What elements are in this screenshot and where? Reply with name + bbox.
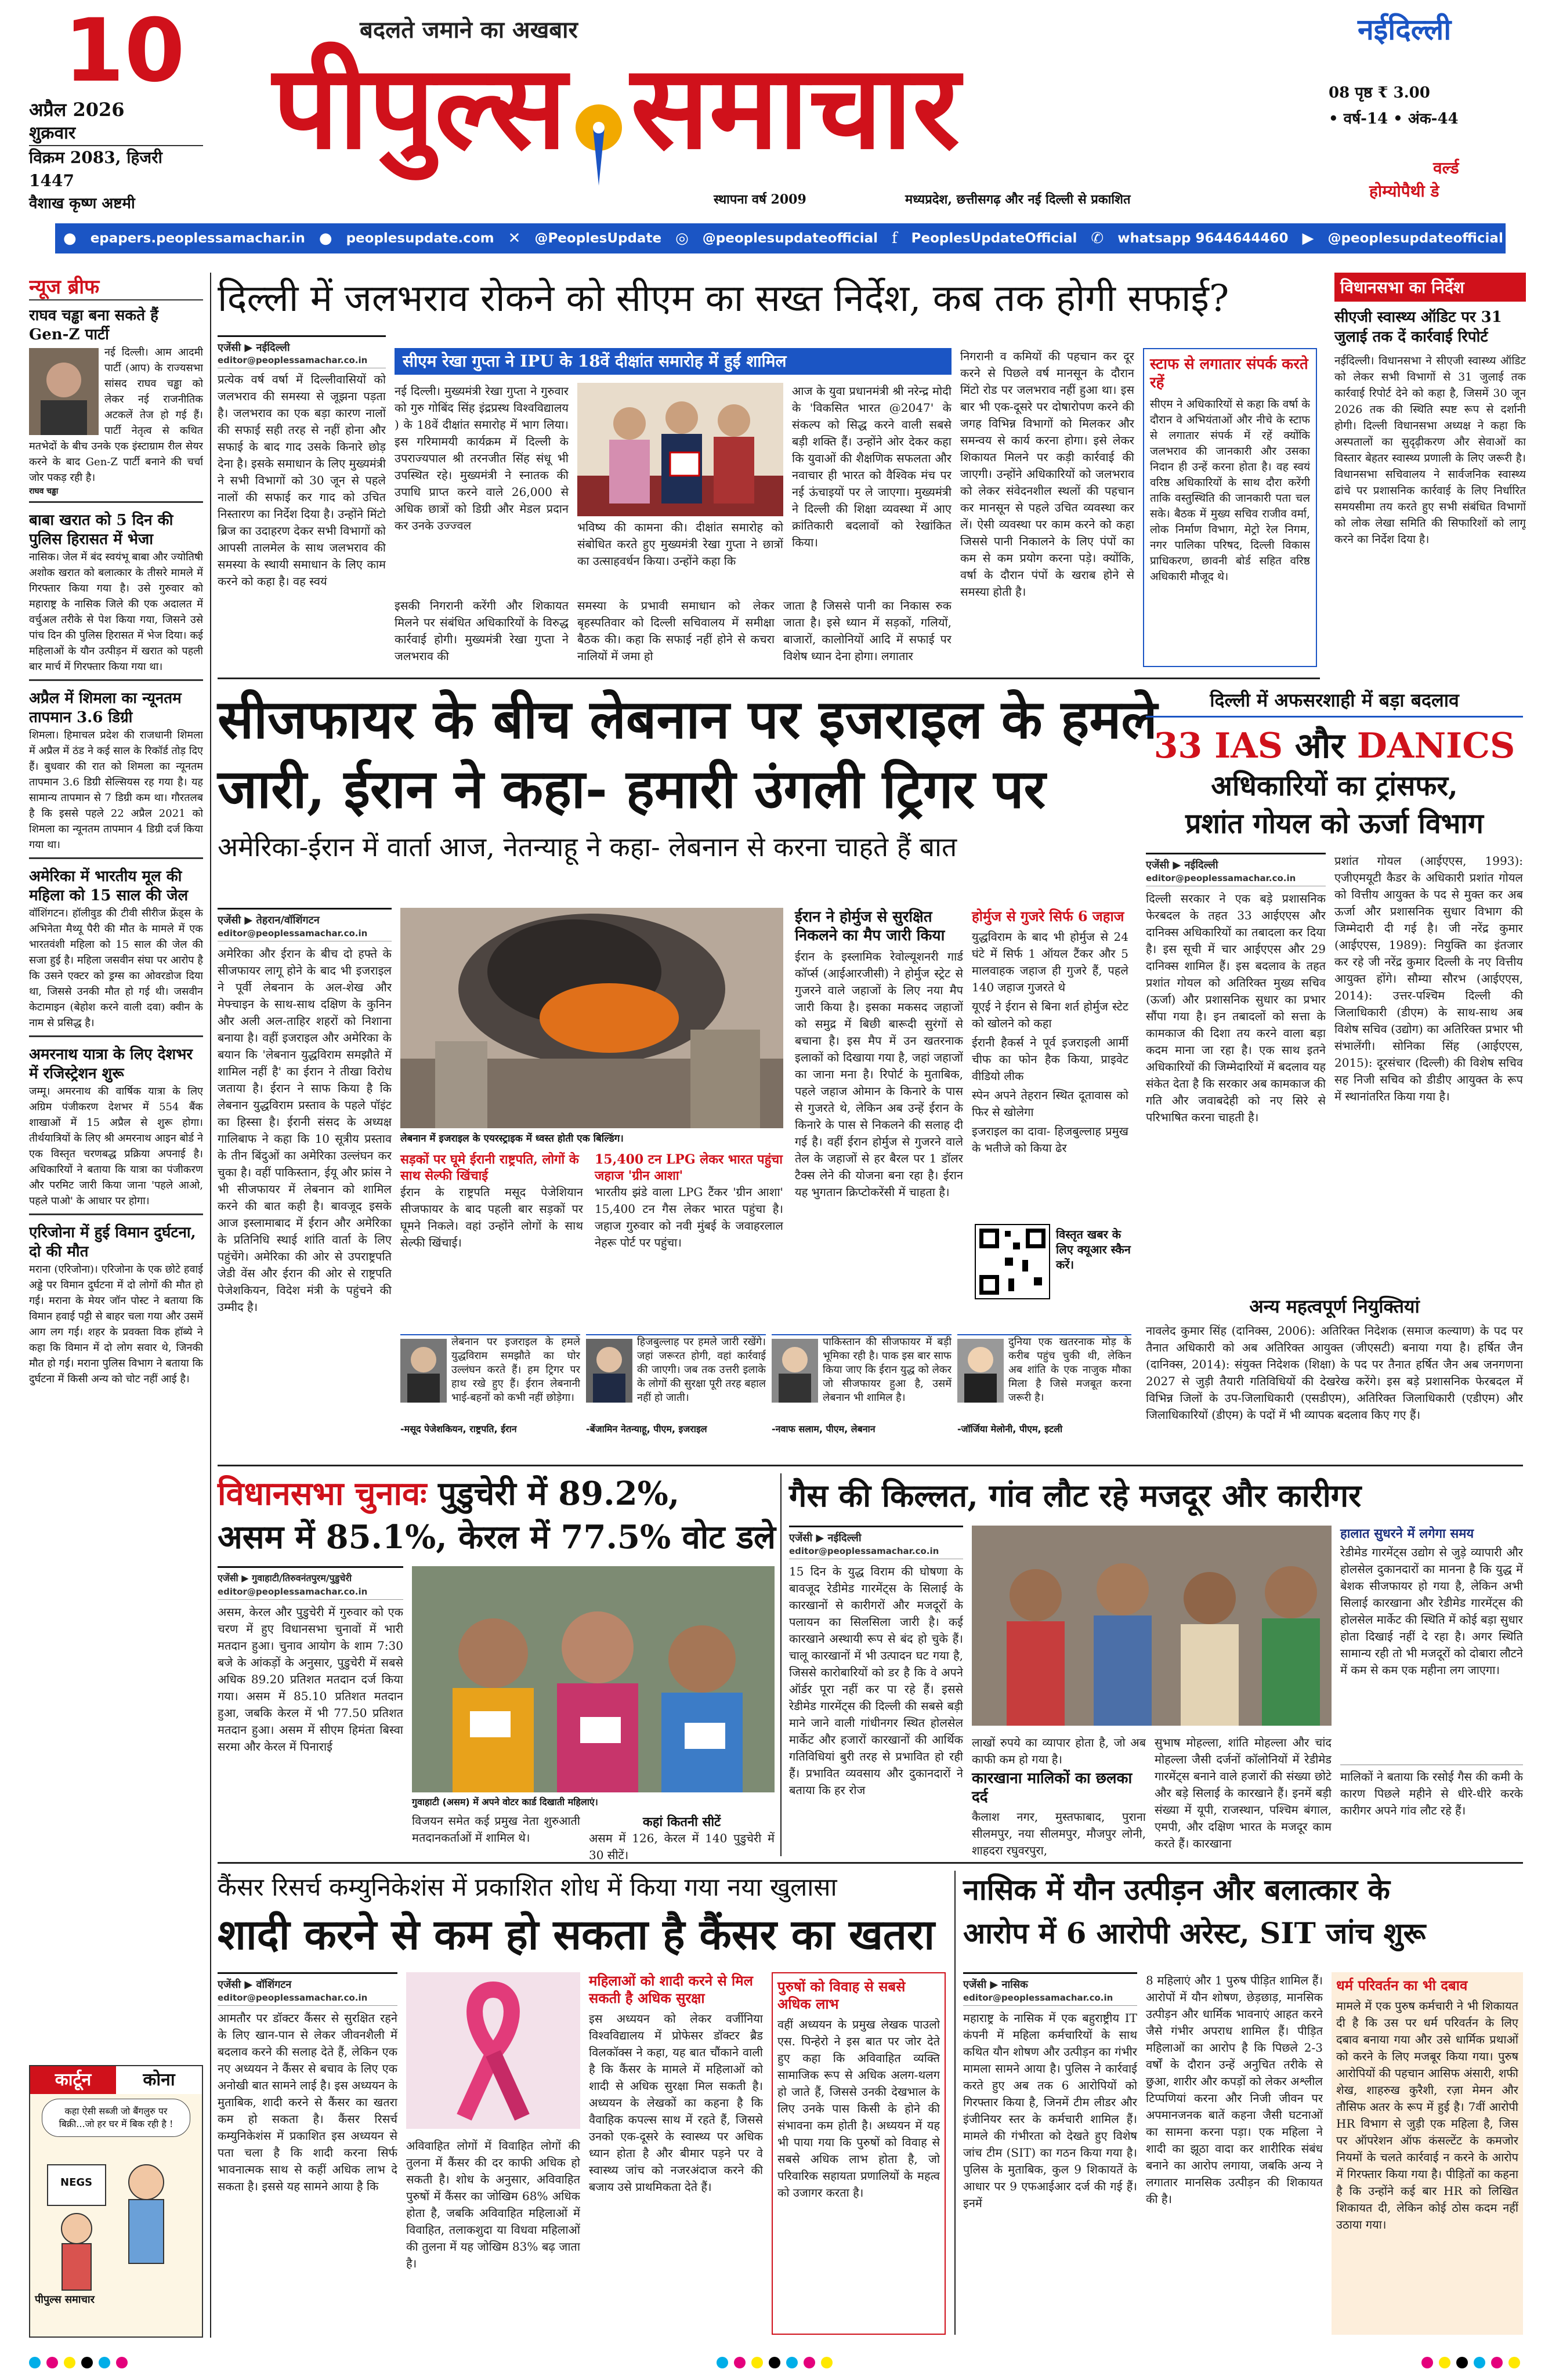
quote-text: हिजबुल्लाह पर हमले जारी रखेंगे। जहां जरूरत होगी, वहां कार्रवाई की जाएगी। जब तक उत्तरी इलाके के लोगों की सुरक्षा पूरी तरह बहाल नहीं हो जाती। (637, 1336, 766, 1404)
brief-body: वॉशिंगटन। हॉलीवुड की टीवी सीरीज फ्रेंड्स के अभिनेता मैथ्यू पैरी की मौत के मामले में एक भारतवंशी महिला को 15 साल की जेल की सजा हुई है। महिला जसवीन संघा पर आरोप है कि उसने एक्टर को ड्रग्स का ओवरडोज दिया था, जिससे उनकी मौत हो गई थी। जसवीन केटामाइन (बेहोश करने वाली दवा) क्वीन के नाम से प्रसिद्ध है। (29, 907, 203, 1029)
other-appointments-body: नावलेद कुमार सिंह (दानिक्स, 2006): अतिरिक्त निदेशक (समाज कल्याण) के पद पर तैनात अधिकारी को अब अतिरिक्त आयुक्त (जीएसटी) बनाया गया है। हर्षित जैन (दानिक्स, 2014): संयुक्त निदेशक (शिक्षा) के पद पर तैनात हर्षित जैन अब जनगणना 2027 से जुड़ी तैयारी गतिविधियों की देखरेख करेंगे। इस बड़े प्रशासनिक फेरबदल में विभिन्न जिलों के उप-जिलाधिकारी (एसडीएम), अतिरिक्त जिलाधिकारी (एडीएम) और जिलाधिकारियों (डीएम) के पदों में भी व्यापक बदलाव किए गए हैं। (1146, 1324, 1523, 1422)
web-icon: ● (319, 230, 332, 247)
person-photo (586, 1339, 632, 1403)
brief-item (29, 511, 203, 681)
elections-email: editor@peoplessamachar.co.in (218, 1586, 403, 1600)
brief-title: एरिजोना में हुई विमान दुर्घटना, दो की मौत (29, 1224, 196, 1260)
cartoon-header (30, 2066, 202, 2094)
brief-item (29, 689, 203, 859)
box2-title: पुरुषों को विवाह से सबसे अधिक लाभ (777, 1978, 906, 2012)
qr-code-icon[interactable] (975, 1224, 1050, 1299)
cancer-box-2 (772, 1972, 946, 2335)
ipu-photo-caption: भविष्य की कामना की। दीक्षांत समारोह को संबोधित करते हुए मुख्यमंत्री रेखा गुप्ता ने छात्रों का उत्साहवर्धन किया। उन्होंने कहा कि (577, 520, 783, 568)
pen-logo-icon (570, 93, 628, 197)
voters-photo (412, 1566, 775, 1792)
social-link[interactable]: @PeoplesUpdate (534, 231, 662, 246)
sub2-body: भारतीय झंडे वाला LPG टैंकर 'ग्रीन आशा' 15,400 टन गैस लेकर भारत पहुंचा है। जहाज गुरुवार को नवी मुंबई के जवाहरलाल नेहरू पोर्ट पर पहुंचा। (595, 1185, 783, 1249)
brief-body: नई दिल्ली। आम आदमी पार्टी (आप) के राज्यसभा सांसद राघव चड्ढा को लेकर नई राजनीतिक अटकलें तेज हो गई हैं। पार्टी नेतृत्व से कथित मतभेदों के बीच उनके एक इंस्टाग्राम रील सेयर करने के बाद Gen-Z पार्टी बनाने की चर्चा जोर पकड़ रही है। (29, 346, 203, 484)
title-left: पीपुल्स (273, 39, 567, 175)
sub2-title: 15,400 टन LPG लेकर भारत पहुंचा जहाज 'ग्रीन आशा' (595, 1152, 783, 1183)
cartoon-label-1: कार्टून (30, 2066, 116, 2094)
registration-dots-right (1421, 2357, 1526, 2371)
ias-count: 33 IAS (1153, 726, 1283, 766)
six-bullet: ईरानी हैकर्स ने पूर्व इजराइली आर्मी चीफ का फोन हैक किया, प्राइवेट वीडियो लीक (972, 1035, 1128, 1083)
date-number: 10 (64, 1, 185, 102)
gas-side-title: हालात सुधरने में लगेगा समय (1340, 1526, 1474, 1541)
nashik-side-title: धर्म परिवर्तन का भी दबाव (1336, 1977, 1468, 1994)
quote-card (772, 1334, 952, 1450)
brief-title: अमरनाथ यात्रा के लिए देशभर में रजिस्ट्रेशन शुरू (29, 1046, 193, 1082)
established: स्थापना वर्ष 2009 (714, 192, 806, 207)
elections-puducherry: पुडुचेरी में 89.2%, (437, 1475, 680, 1513)
cancer-col-2: अविवाहित लोगों में विवाहित लोगों की तुलना में कैंसर की दर काफी अधिक हो सकती है। शोध के अनुसार, अविवाहित पुरुषों में कैंसर का जोखिम 68% अधिक होता है, जबकि अविवाहित महिलाओं में विवाहित, तलाकशुदा या विधवा महिलाओं की तुलना में यह जोखिम 83% बढ़ जाता है। (406, 2139, 580, 2270)
mid-rule (218, 1465, 1523, 1466)
airstrike-caption: लेबनान में इजराइल के एयरस्ट्राइक में ध्वस्त होती एक बिल्डिंग। (400, 1133, 624, 1144)
quote-card (400, 1334, 580, 1450)
cancer-headline-2: शादी करने से कम हो सकता है कैंसर का खतरा (218, 1910, 935, 1959)
six-bullet: इजराइल का दावा- हिजबुल्लाह प्रमुख के भतीजे को किया ढेर (972, 1124, 1128, 1155)
elections-headline-1 (218, 1473, 775, 1514)
quote-card (957, 1334, 1131, 1450)
cartoon-label-2: कोना (116, 2066, 202, 2094)
ceasefire-sub2 (595, 1151, 783, 1325)
social-link[interactable]: peoplesupdate.com (346, 231, 494, 246)
instagram-icon: ◎ (675, 230, 689, 247)
brief-item (29, 1223, 203, 1392)
airstrike-photo (400, 908, 783, 1128)
assembly-directive (1334, 273, 1526, 679)
quote-text: पाकिस्तान की सीजफायर में बड़ी भूमिका रही है। पाक इस बार साफ किया जाए कि ईरान युद्ध को लेकर जो सीजफायर हुआ है, उसमें लेबनान भी शामिल है। (823, 1336, 952, 1404)
brief-body: जम्मू। अमरनाथ की वार्षिक यात्रा के लिए अग्रिम पंजीकरण देशभर में 554 बैंक शाखाओं में 15 अप्रैल से शुरू होगा। तीर्थयात्रियों के लिए श्री अमरनाथ आइन बोर्ड ने एक विस्तृत चरणबद्ध प्रक्रिया अपनाई है। अधिकारियों ने बताया कि यात्रा का पंजीकरण और परमिट जारी किया जाना 'पहले आओ, पहले पाओ' के आधार पर होगा। (29, 1085, 203, 1207)
voters-caption: गुवाहाटी (असम) में अपने वोटर कार्ड दिखाती महिलाएं। (412, 1796, 598, 1807)
brief-item (29, 1045, 203, 1215)
cancer-byline: एजेंसी ▶ वॉशिंगटन (218, 1972, 397, 1991)
ceasefire-email: editor@peoplessamachar.co.in (218, 928, 392, 941)
weekday: शुक्रवार (29, 122, 203, 146)
tagline: बदलते जमाने का अखबार (360, 16, 578, 44)
owners-title: कारखाना मालिकों का छलका दर्द (972, 1770, 1133, 1806)
ceasefire-subhead: अमेरिका-ईरान में वार्ता आज, नेतन्याहू ने कहा- लेबनान से करना चाहते हैं बात (218, 831, 957, 863)
hormuz-body: ईरान के इस्लामिक रेवोल्यूशनरी गार्ड कॉर्प्स (आईआरजीसी) ने होर्मुज स्ट्रेट से गुजरने वाले जहाजों के लिए नया मैप जारी किया है। इसका मकसद जहाजों को समुद्र में बिछी बारूदी सुरंगों से बचाना है। इस मैप में उन खतरनाक इलाकों को दिखाया गया है, जहां जहाजों का जाना मना है। रिपोर्ट के मुताबिक, पहले जहाज ओमान के किनारे के पास से गुजरते थे, लेकिन अब उन्हें ईरान के किनारे के पास से निकलने की सलाह दी गई है। वहीं ईरान होर्मुज से गुजरने वाले तेल के जहाजों से हर बैरल पर 1 डॉलर टैक्स लेने की योजना बना रहा है। ईरान यह भुगतान क्रिप्टोकरेंसी में चाहता है। (795, 950, 963, 1199)
quote-card (586, 1334, 766, 1450)
lead-byline: एजेंसी ▶ नईदिल्ली (218, 335, 386, 354)
registration-dots-left (29, 2357, 133, 2371)
published-from: मध्यप्रदेश, छत्तीसगढ़ और नई दिल्ली से प्रकाशित (905, 192, 1131, 207)
assembly-body: नईदिल्ली। विधानसभा ने सीएजी स्वास्थ्य ऑडिट को लेकर सभी विभागों से 31 जुलाई तक कार्रवाई रिपोर्ट देने को कहा है, जिसमें 30 जून 2026 तक की स्थिति स्पष्ट रूप से दर्शानी होगी। दिल्ली विधानसभा अध्यक्ष ने कहा कि अस्पतालों का सुदृढ़ीकरण और सेवाओं का विस्तार बेहतर स्वास्थ्य प्रणाली के लिए जरूरी है। विधानसभा सचिवालय ने सार्वजनिक स्वास्थ्य ढांचे पर प्रशासनिक कार्रवाई के लिए निर्धारित समयसीमा तय करते हुए सभी संबंधित विभागों को लोक लेखा समिति की सिफारिशों को लागू करने का निर्देश दिया है। (1334, 354, 1526, 546)
gas-byline: एजेंसी ▶ नईदिल्ली (789, 1526, 963, 1545)
sub1-body: ईरान के राष्ट्रपति मसूद पेजेशियान सीजफायर के बाद पहली बार सड़कों पर घूमने निकले। वहां उन्होंने लोगों के साथ सेल्फी खिंचाई। (400, 1185, 583, 1249)
ribbon-photo (406, 1972, 580, 2129)
brief-item (29, 867, 203, 1037)
brief-body: शिमला। हिमाचल प्रदेश की राजधानी शिमला में अप्रैल में ठंड ने कई साल के रिकॉर्ड तोड़ दिए हैं। बुधवार की रात को शिमला का न्यूनतम तापमान 3.6 डिग्री सेल्सियस रह गया है। यह सामान्य तापमान से 7 डिग्री कम था। गौरतलब है कि इससे पहले 22 अप्रैल 2021 को शिमला का न्यूनतम तापमान 4 डिग्री दर्ज किया गया था। (29, 729, 203, 851)
nashik-headline-1: नासिक में यौन उत्पीड़न और बलात्कार के (963, 1872, 1390, 1907)
social-link[interactable]: @peoplesupdateofficial (702, 231, 878, 246)
lower-vertical (954, 1871, 956, 2335)
box2-body: वहीं अध्ययन के प्रमुख लेखक पाउलो एस. पिन्हेरो ने इस बात पर जोर देते हुए कहा कि अविवाहित व्यक्ति सामाजिक रूप से अधिक अलग-थलग हो जाते हैं, जिससे उनकी देखभाल के लिए उनके पास किसी के होने की संभावना कम होती है। अध्ययन में यह भी पाया गया कि पुरुषों को विवाह से सबसे अधिक लाभ होता है, जो परिवारिक सहायता प्रणालियों के महत्व को उजागर करता है। (777, 2017, 940, 2200)
gas-email: editor@peoplessamachar.co.in (789, 1546, 963, 1559)
nashik-sidebar (1332, 1972, 1523, 2335)
quote-text: लेबनान पर इजराइल के हमले युद्धविराम समझौते का घोर उल्लंघन करते हैं। हम ट्रिगर पर हाथ रखे हुए हैं। ईरान लेबनानी भाई-बहनों को कभी नहीं छोड़ेगा। (451, 1336, 580, 1404)
lead-col-2: इसकी निगरानी करेंगी और शिकायत मिलने पर संबंधित अधिकारियों के विरुद्ध कार्रवाई होगी। मुख्यमंत्री रेखा गुप्ता ने जलभराव की (395, 599, 569, 663)
cartoon-bubble: कहा ऐसी सब्जी जो बैंगलुरु पर बिक्री...जो हर घर में बिक रही है ! (42, 2099, 190, 2137)
gas-col-3: सुभाष मोहल्ला, शांति मोहल्ला और चांद मोहल्ला जैसी दर्जनों कॉलोनियों में रेडीमेड गारमेंट्स बनाने वाले हजारों की संख्या छोटे और बड़े सिलाई के कारखाने हैं। इनमें बड़ी संख्या में यूपी, राजस्थान, पश्चिम बंगाल, एमपी, और दक्षिण भारत के मजदूर काम करते हैं। कारखाना (1155, 1736, 1332, 1850)
nashik-side-body: मामले में एक पुरुष कर्मचारी ने भी शिकायत दी है कि उस पर धर्म परिवर्तन के लिए दबाव बनाया गया और उसे धार्मिक प्रथाओं को करने के लिए मजबूर किया गया। पुरुष आरोपियों की पहचान आसिफ अंसारी, शफी शेख, शाहरुख कुरैशी, रज़ा मेमन और तौसिफ अतर के रूप में हुई है। 7वीं आरोपी HR विभाग से जुड़ी एक महिला है, जिस पर ऑपरेशन ऑफ कंसल्टेंट के कमजोर नियमों के चलते कार्रवाई न करने के आरोप में गिरफ्तार किया गया है। पीड़ितों का कहना है कि उन्होंने कई बार HR को लिखित शिकायत दी, लेकिन कोई ठोस कदम नहीं उठाया गया। (1336, 1999, 1518, 2232)
title-right: समाचार (631, 39, 960, 175)
gas-col-2: लाखों रुपये का व्यापार होता है, जो अब काफी कम हो गया है। (972, 1736, 1146, 1766)
elections-byline: एजेंसी ▶ गुवाहाटी/तिरुवनंतपुरम/पुडुचेरी (218, 1566, 403, 1584)
left-divider (210, 273, 211, 2338)
lead-sidebar (1143, 348, 1317, 667)
vaishakh-date: वैशाख कृष्ण अष्टमी (29, 195, 135, 212)
photo-caption: राघव चड्ढा (29, 487, 59, 496)
ceasefire-col-1: अमेरिका और ईरान के बीच दो हफ्ते के सीजफायर लागू होने के बाद भी इजराइल ने पूर्वी लेबनान के अल-शेख और मेफ्चाइन के साथ-साथ दक्षिण के कुनिन और अली अल-ताहिर शहरों को निशाना बनाया है। वहीं इजराइल और अमेरिका के बयान कि 'लेबनान युद्धविराम समझौते में शामिल नहीं है' का ईरान ने तीखा विरोध जताया है। ईरान ने साफ किया है कि लेबनान युद्धविराम प्रस्ताव के पहले पॉइंट का हिस्सा है। ईरानी संसद के अध्यक्ष गालिबाफ ने कहा कि 10 सूत्रीय प्रस्ताव के तीन बिंदुओं का अमेरिका उल्लंघन कर चुका है। वहीं पाकिस्तान, ईयू और फ्रांस ने भी सीजफायर में लेबनान को शामिल करने की बात कही है। बावजूद इसके आज इस्लामाबाद में ईरान और अमेरिका के प्रतिनिधि स्थाई शांति वार्ता के लिए पहुंचेंगे। अमेरिका की ओर से उपराष्ट्रपति जेडी वेंस और ईरान की ओर से राष्ट्रपति पेजेशकियन, विदेश मंत्री के पहुंचने की उम्मीद है। (218, 947, 392, 1314)
sub1-title: सड़कों पर घूमे ईरानी राष्ट्रपति, लोगों के साथ सेल्फी खिंचाई (400, 1152, 579, 1183)
and-word: और (1294, 726, 1345, 766)
quote-by: -नवाफ सलाम, पीएम, लेबनान (772, 1423, 876, 1434)
lower-rule (218, 1862, 1523, 1864)
nashik-byline: एजेंसी ▶ नासिक (963, 1972, 1137, 1991)
seats-body: असम में 126, केरल में 140 पुडुचेरी में 30 सीटें। (589, 1831, 775, 1862)
person-photo (772, 1339, 818, 1403)
print-color-bar (29, 2355, 1526, 2372)
six-bullet: स्पेन अपने तेहरान स्थित दूतावास को फिर से खोलेगा (972, 1088, 1128, 1119)
transfer-headline-3: प्रशांत गोयल को ऊर्जा विभाग (1185, 807, 1484, 840)
ipu-col-1: नई दिल्ली। मुख्यमंत्री रेखा गुप्ता ने गुरुवार को गुरु गोबिंद सिंह इंद्रप्रस्थ विश्वविद्यालय ) के 18वें दीक्षांत समारोह में भाग लिया। इस गरिमामयी कार्यक्रम में दिल्ली के उपराज्यपाल श्री तरनजीत सिंह संधू भी उपस्थित रहे। मुख्यमंत्री ने स्नातक की उपाधि प्राप्त करने वाले 26,000 से अधिक छात्रों को डिग्री और मेडल प्रदान कर उनके उज्ज्वल (395, 384, 569, 532)
city-label: नईदिल्ली (1358, 12, 1452, 46)
youtube-icon: ▶ (1302, 230, 1314, 247)
cancer-box-1 (589, 1972, 763, 2335)
other-appointments-title: अन्य महत्वपूर्ण नियुक्तियां (1249, 1295, 1420, 1317)
qr-caption: विस्तृत खबर के लिए क्यूआर स्कैन करें। (1056, 1227, 1131, 1271)
lead-col-4: जाता है जिससे पानी का निकास रुक जाता है। इसे ध्यान में सड़कों, गलियों, बाजारों, कालोनियों आदि में सफाई पर विशेष ध्यान देना होगा। लगातार (783, 599, 952, 663)
ceasefire-headline-1: सीजफायर के बीच लेबनान पर इजराइल के हमले (218, 688, 1157, 751)
assembly-title: सीएजी स्वास्थ्य ऑडिट पर 31 जुलाई तक दें कार्रवाई रिपोर्ट (1334, 309, 1502, 346)
assembly-label: विधानसभा का निर्देश (1334, 273, 1526, 302)
nashik-email: editor@peoplessamachar.co.in (963, 1993, 1137, 2006)
gas-headline: गैस की किल्लत, गांव लौट रहे मजदूर और कारीगर (789, 1477, 1362, 1514)
transfer-headline-1 (1146, 725, 1523, 767)
lead-col-5: निगरानी व कमियों की पहचान कर दूर करने से पिछले वर्ष मानसून के दौरान मिंटो रोड पर जलभराव नहीं हुआ था। इस बार भी एक-दूसरे पर दोषारोपण करने की जगह विभिन्न विभागों को मिलकर और समन्वय से कार्य करना होगा। इसे लेकर शिकायत मिलने पर कड़ी कार्रवाई की जाएगी। उन्होंने अधिकारियों को जलभराव को लेकर संवेदनशील स्थलों की पहचान कर मानसून से पहले उचित व्यवस्था कर लें। ऐसी व्यवस्था पर काम करने को कहा जिससे पानी निकालने के लिए पंपों का कम से कम प्रयोग करना पड़े। क्योंकि, वर्षा के दौरान पंपों के खराब होने से समस्या होती है। (960, 349, 1134, 599)
box1-title: महिलाओं को शादी करने से मिल सकती है अधिक सुरक्षा (589, 1972, 753, 2006)
facebook-icon: f (892, 230, 898, 247)
brief-title: बाबा खरात को 5 दिन की पुलिस हिरासत में भेजा (29, 512, 173, 548)
gas-side-body: रेडीमेड गारमेंट्स उद्योग से जुड़े व्यापारी और होलसेल दुकानदारों का मानना है कि युद्ध में बेशक सीजफायर हो गया है, लेकिन अभी सिलाई कारखाना और रेडीमेड गारमेंट्स की होलसेल मार्केट की स्थिति में कोई बड़ा सुधार होता दिखाई नहीं दे रहा है। अगर स्थिति सामान्य रही तो भी मजदूरों को दोबारा लौटने में कम से कम एक महीना लग जाएगा। (1340, 1545, 1523, 1677)
month-year: अप्रैल 2026 (29, 99, 125, 121)
brief-label: न्यूज ब्रीफ (29, 273, 203, 300)
day-label-1: वर्ल्ड (1433, 158, 1459, 177)
quote-by: -मसूद पेजेशकियन, राष्ट्रपति, ईरान (400, 1423, 517, 1434)
globe-icon: ● (63, 230, 77, 247)
social-link[interactable]: PeoplesUpdateOfficial (911, 231, 1077, 246)
brief-body: मराना (एरिजोना)। एरिजोना के एक छोटे हवाई अड्डे पर विमान दुर्घटना में दो लोगों की मौत हो गई। मराना के मेयर जॉन पोस्ट ने बताया कि विमान हवाई पट्टी से बाहर चला गया और उसमें आग लग गई। शहर के प्रवक्ता विक हॉब्ये ने कहा कि विमान में दो लोग सवार थे, जिनकी मौत हो गई। मराना पुलिस विभाग ने बताया कि दुर्घटना में किसी अन्य को चोट नहीं आई है। (29, 1263, 203, 1385)
quote-by: -जॉर्जिया मेलोनी, पीएम, इटली (957, 1423, 1063, 1434)
lead-col-1: प्रत्येक वर्ष वर्षा में दिल्लीवासियों को जलभराव की समस्या से जूझना पड़ता है। जलभराव का एक बड़ा कारण नालों की सफाई सही तरह से नहीं होना और सफाई के बाद गाद उसके किनारे छोड़ देना है। इसके समाधान के लिए मुख्यमंत्री ने सभी विभागों को 30 जून से पहले नालों की सफाई कर गाद को उचित निस्तारण का निर्देश दिया है। उन्होंने मिंटो ब्रिज का उदाहरण देकर सभी विभागों को आपसी तालमेल के साथ जलभराव की समस्या के स्थायी समाधान के लिए काम करने को कहा है। वह स्वयं (218, 372, 386, 588)
workers-photo (972, 1526, 1332, 1726)
ceasefire-headline-2: जारी, ईरान ने कहा- हमारी उंगली ट्रिगर पर (218, 758, 1046, 820)
cancer-headline-1: कैंसर रिसर्च कम्युनिकेशंस में प्रकाशित शोध में किया गया नया खुलासा (218, 1873, 837, 1902)
brief-title: अप्रैल में शिमला का न्यूनतम तापमान 3.6 डिग्री (29, 690, 182, 726)
day-label-2: होम्योपैथी डे (1369, 182, 1439, 201)
ceasefire-byline: एजेंसी ▶ तेहरान/वॉशिंगटन (218, 908, 392, 927)
brief-item (29, 306, 203, 503)
cancer-col-1: आमतौर पर डॉक्टर कैंसर से सुरक्षित रहने के लिए खान-पान से लेकर जीवनशैली में बदलाव करने की सलाह देते हैं, लेकिन एक नए अध्ययन ने कैंसर से बचाव के लिए एक अनोखी बात सामने लाई है। इस अध्ययन के मुताबिक, शादी करने से कैंसर का खतरा कम हो सकता है। कैंसर रिसर्च कम्युनिकेशंस में प्रकाशित इस अध्ययन से पता चला है कि शादी करना सिर्फ भावनात्मक साथ से कहीं अधिक लाभ दे सकता है। इससे यह सामने आया है कि (218, 2011, 397, 2193)
transfer-label: दिल्ली में अफसरशाही में बड़ा बदलाव (1146, 687, 1523, 718)
x-icon: ✕ (508, 230, 521, 247)
transfer-byline: एजेंसी ▶ नईदिल्ली (1146, 853, 1326, 872)
seats-box (589, 1813, 775, 1862)
quote-by: -बेंजामिन नेतन्याहू, पीएम, इजराइल (586, 1423, 707, 1434)
whatsapp-icon: ✆ (1091, 230, 1104, 247)
ipu-banner: सीएम रेखा गुप्ता ने IPU के 18वें दीक्षांत समारोह में हुईं शामिल (395, 348, 952, 375)
elections-col-1: असम, केरल और पुडुचेरी में गुरुवार को एक चरण में हुए विधानसभा चुनावों में भारी मतदान हुआ। चुनाव आयोग के शाम 7:30 बजे के आंकड़ों के अनुसार, पुडुचेरी में सबसे अधिक 89.20 प्रतिशत मतदान दर्ज किया गया। असम में 85.10 प्रतिशत मतदान हुआ, जबकि केरल में भी 77.50 प्रतिशत मतदान हुआ। असम में सीएम हिमंता बिस्वा सरमा और केरल में पिनाराई (218, 1605, 403, 1754)
ipu-col-2: आज के युवा प्रधानमंत्री श्री नरेन्द्र मोदी के 'विकसित भारत @2047' के संकल्प को सिद्ध करने वाली सबसे बड़ी शक्ति हैं। उन्होंने ओर देकर कहा कि युवाओं की शैक्षणिक सफलता और नवाचार ही भारत को वैश्विक मंच पर नई ऊंचाइयों पर ले जाएगा। मुख्यमंत्री ने दिल्ली की शिक्षा व्यवस्था में आए क्रांतिकारी बदलावों को रेखांकित किया। (792, 384, 952, 549)
box1-body: इस अध्ययन को लेकर वर्जीनिया विश्वविद्यालय में प्रोफेसर डॉक्टर ब्रैड विलकॉक्स ने कहा, यह बात चौंकाने वाली है कि कैंसर के मामले में महिलाओं को शादी से अधिक सुरक्षा मिल सकती है। अध्ययन के लेखकों का कहना है कि वैवाहिक कपल्स साथ में रहते हैं, जिससे उनको एक-दूसरे के स्वास्थ्य पर अधिक ध्यान होता है और बीमार पड़ने पर वे स्वास्थ्य जांच को नजरअंदाज करने की बजाय उसे प्राथमिकता देते हैं। (589, 2012, 763, 2194)
transfer-col-1: दिल्ली सरकार ने एक बड़े प्रशासनिक फेरबदल के तहत 33 आईएएस और दानिक्स अधिकारियों का तबादला कर दिया है। इस सूची में चार आईएएस और 29 दानिक्स शामिल हैं। इस बदलाव के तहत प्रशांत गोयल को अतिरिक्त मुख्य सचिव (ऊर्जा) और प्रशासनिक सुधार का प्रभार सौंपा गया है। इन तबादलों को सत्ता के कामकाज की दिशा तय करने वाला बड़ा कदम माना जा रहा है। एक साथ इतने अधिकारियों की जिम्मेदारियों में बदलाव यह संकेत देता है कि सरकार अब कामकाज की गति और जवाबदेही को नए सिरे से परिभाषित करना चाहती है। (1146, 892, 1326, 1124)
lead-side-title: स्टाफ से लगातार संपर्क करते रहें (1150, 356, 1308, 392)
cancer-email: editor@peoplessamachar.co.in (218, 1993, 397, 2006)
date-block (29, 1, 203, 219)
danics-word: DANICS (1356, 726, 1515, 766)
six-bullet: यूएई ने ईरान से बिना शर्त होर्मुज स्टेट को खोलने को कहा (972, 999, 1128, 1030)
brief-body: नासिक। जेल में बंद स्वयंभू बाबा और ज्योतिषी अशोक खरात को बलात्कार के तीसरे मामले में गिरफ्तार किया गया है। उसे गुरुवार को महाराष्ट्र के नासिक जिले की एक अदालत में वर्चुअल तरीके से पेश किया गया, जिसने उसे पांच दिन की पुलिस हिरासत में भेज दिया। कई महिलाओं के यौन उत्पीड़न में खरात को पहली बार मार्च में गिरफ्तार किया गया था। (29, 551, 203, 673)
brief-title: अमेरिका में भारतीय मूल की महिला को 15 साल की जेल (29, 868, 189, 904)
nashik-headline-2: आरोप में 6 आरोपी अरेस्ट, SIT जांच शुरू (963, 1916, 1426, 1950)
hormuz-map-story (795, 908, 963, 1349)
registration-dots-center (717, 2357, 838, 2371)
seats-title: कहां कितनी सीटें (642, 1814, 721, 1830)
vikram-date: विक्रम 2083, हिजरी 1447 (29, 148, 162, 190)
social-strip (55, 223, 1506, 253)
nashik-col-1: महाराष्ट्र के नासिक में एक बहुराष्ट्रीय IT कंपनी में महिला कर्मचारियों के साथ कथित यौन शोषण और उत्पीड़न का गंभीर मामला सामने आया है। पुलिस ने कार्रवाई करते हुए अब तक 6 आरोपियों को गिरफ्तार किया है, जिनमें टीम लीडर और इंजीनियर स्तर के कर्मचारी शामिल हैं। मामले की गंभीरता को देखते हुए विशेष जांच टीम (SIT) का गठन किया गया है। पुलिस के मुताबिक, कुल 9 शिकायतें के आधार पर 9 एफआईआर दर्ज की गई हैं। इनमें (963, 2011, 1137, 2210)
news-brief-column (29, 273, 203, 2338)
newspaper-title (273, 35, 1230, 186)
lead-bottom-rule (218, 678, 1320, 679)
six-title: होर्मुज से गुजरे सिर्फ 6 जहाज (972, 908, 1124, 925)
nashik-col-2: 8 महिलाएं और 1 पुरुष पीड़ित शामिल हैं। आरोपों में यौन शोषण, छेड़छाड़, मानसिक उत्पीड़न और धार्मिक भावनाएं आहत करने जैसे गंभीर अपराध शामिल हैं। पीड़ित महिलाओं का आरोप है कि पिछले 2-3 वर्षों के दौरान उन्हें अनुचित तरीके से छुआ, शारीर और कपड़ों को लेकर अश्लील टिप्पणियां करना और निजी जीवन पर अपमानजनक बातें कहना जैसी घटनाओं का सामना करना पड़ा। एक महिला ने शादी का झूठा वादा कर शारीरिक संबंध बनाने का आरोप लगाया, जबकि अन्य ने लगातार मानसिक उत्पीड़न की शिकायत की है। (1146, 1973, 1323, 2206)
cartoon-footer: पीपुल्स समाचार (35, 2294, 95, 2306)
owners-body: कैलाश नगर, मुस्तफाबाद, पुराना सीलमपुर, नया सीलमपुर, मौजपुर लोनी, शाहदरा रघुवरपुरा, (972, 1810, 1146, 1857)
transfer-email: editor@peoplessamachar.co.in (1146, 873, 1326, 886)
six-bullet: युद्धविराम के बाद भी होर्मुज से 24 घंटे में सिर्फ 1 ऑयल टैंकर और 5 मालवाहक जहाज ही गुजरे हैं, पहले 140 जहाज गुजरते थे (972, 930, 1128, 994)
social-link[interactable]: epapers.peoplessamachar.in (90, 231, 305, 246)
elections-headline-2: असम में 85.1%, केरल में 77.5% वोट डले (218, 1518, 776, 1556)
cartoon-sign: NEGS (60, 2176, 93, 2189)
mid-vertical (780, 1473, 782, 1856)
lead-headline: दिल्ली में जलभराव रोकने को सीएम का सख्त निर्देश, कब तक होगी सफाई? (218, 277, 1229, 320)
pages-price: 08 पृष्ठ ₹ 3.00 (1329, 84, 1430, 102)
cartoon-box (29, 2065, 203, 2338)
avatar (29, 348, 99, 435)
lead-side-body: सीएम ने अधिकारियों से कहा कि वर्षा के दौरान वे अभियंताओं और नीचे के स्टाफ से लगातार संपर्क में रहें क्योंकि जलभराव की जानकारी और उसका निदान ही उन्हें करना होता है। वह स्वयं वरिष्ठ अधिकारियों के साथ दौरा करेंगी ताकि वस्तुस्थिति की जानकारी पता चल सके। बैठक में मुख्य सचिव राजीव वर्मा, लोक निर्माण विभाग, मेट्रो रेल निगम, नगर पालिका परिषद, दिल्ली विकास प्राधिकरण, छावनी बोर्ड सहित वरिष्ठ अधिकारी मौजूद थे। (1150, 398, 1310, 583)
person-photo (957, 1339, 1004, 1403)
volume: • वर्ष-14 • अंक-44 (1329, 110, 1459, 128)
lead-col-3: समस्या के प्रभावी समाधान को लेकर बृहस्पतिवार को दिल्ली सचिवालय में समीक्षा बैठक की। कहा कि सफाई नहीं होने से कचरा नालियों में जमा हो (577, 599, 775, 663)
gas-col-1: 15 दिन के युद्ध विराम की घोषणा के बावजूद रेडीमेड गारमेंट्स के सिलाई के कारखानों से कारीगरों और मजदूरों के पलायन का सिलसिला जारी है। कई कारखाने अस्थायी रूप से बंद हो चुके हैं। चालू कारखानों में भी उत्पादन घट गया है, जिससे कारोबारियों को डर है कि वे अपने ऑर्डर पूरा नहीं कर पा रहे हैं। इससे रेडीमेड गारमेंट्स की दिल्ली की सबसे बड़ी माने जाने वाली गांधीनगर स्थित होलसेल मार्केट और हजारों कारखानों की आर्थिक गतिविधियां बुरी तरह से प्रभावित हो रही हैं। प्रभावित व्यवसाय और दुकानदारों ने बताया कि हर रोज (789, 1564, 963, 1797)
ceasefire-sub1 (400, 1151, 583, 1325)
gas-sidebar (1340, 1526, 1523, 1859)
lead-email: editor@peoplessamachar.co.in (218, 355, 386, 368)
brief-title: राघव चड्ढा बना सकते हैं Gen-Z पार्टी (29, 307, 158, 343)
elections-col-2: विजयन समेत कई प्रमुख नेता शुरुआती मतदानकर्ताओं में शामिल थे। (412, 1814, 580, 1845)
quote-text: दुनिया एक खतरनाक मोड़ के करीब पहुंच चुकी थी, लेकिन अब शांति के एक नाजुक मौका मिला है जिसे मजबूत करना जरूरी है। (1008, 1336, 1131, 1404)
transfer-headline-2: अधिकारियों का ट्रांसफर, (1211, 770, 1458, 802)
ipu-photo (577, 383, 783, 516)
person-photo (400, 1339, 447, 1403)
hormuz-title: ईरान ने होर्मुज से सुरक्षित निकलने का मैप जारी किया (795, 908, 945, 944)
cartoon-drawing (30, 2142, 202, 2292)
social-link[interactable]: @peoplesupdateofficial (1327, 231, 1503, 246)
social-link[interactable]: whatsapp 9644644460 (1117, 231, 1289, 246)
transfer-col-2: प्रशांत गोयल (आईएएस, 1993): एजीएमयूटी कैडर के अधिकारी प्रशांत गोयल को वित्तीय आयुक्त के पद से मुक्त कर अब ऊर्जा और प्रशासनिक सुधार विभाग की जिम्मेदारी दी गई है। जी नरेंद्र कुमार (आईएएस, 1989): नियुक्ति का इंतजार कर रहे जी नरेंद्र कुमार दिल्ली के नए वित्तीय आयुक्त होंगे। सौम्या सौरभ (आईएएस, 2014): उत्तर-पश्चिम दिल्ली की जिलाधिकारी (डीएम) के साथ-साथ अब विशेष सचिव (उद्योग) का अतिरिक्त प्रभार भी संभालेंगी। सोनिका सिंह (आईएएस, 2015): दूरसंचार (दिल्ली) की विशेष सचिव सह निजी सचिव को डीडीए आयुक्त के रूप में स्थानांतरित किया गया है। (1334, 854, 1523, 1103)
elections-label: विधानसभा चुनावः (218, 1475, 427, 1513)
hormuz-six-box (972, 908, 1128, 1221)
gas-side-body-2: मालिकों ने बताया कि रसोई गैस की कमी के कारण पिछले महीने से धीरे-धीरे करके कारीगर अपने गांव लौट रहे हैं। (1340, 1765, 1523, 1850)
